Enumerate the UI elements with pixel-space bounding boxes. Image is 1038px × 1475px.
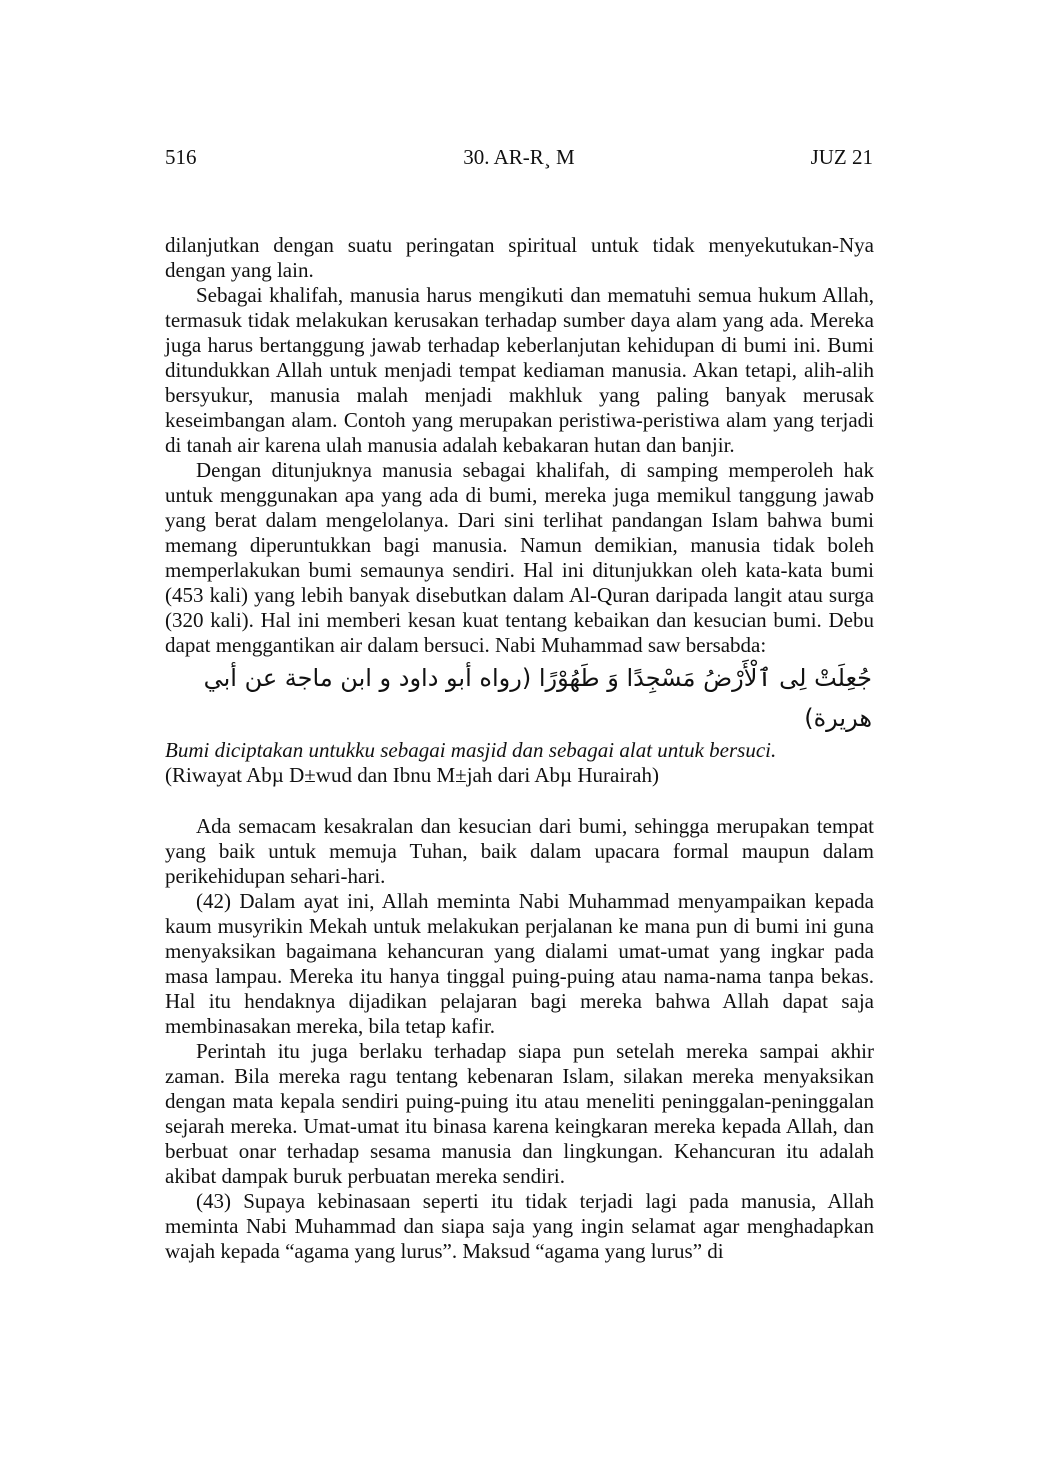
paragraph-command: Perintah itu juga berlaku terhadap siapa pun setelah mereka sampai akhir zaman. Bila mereka ragu tentang kebenaran Islam, silakan mereka menyaksikan dengan mata kepala sendiri puing-puing itu atau meneliti peninggalan-peninggalan sejarah mereka. Umat-umat itu binasa karena keingkaran mereka kepada Allah, dan berbuat onar terhadap sesama manusia dan lingkungan. Kehancuran itu adalah akibat dampak buruk perbuatan mereka sendiri. — [165, 1039, 874, 1188]
page-body — [165, 233, 874, 1264]
juz-label: JUZ 21 — [810, 145, 873, 169]
paragraph-verse-42: (42) Dalam ayat ini, Allah meminta Nabi Muhammad menyampaikan kepada kaum musyrikin Mekah untuk melakukan perjalanan ke mana pun di bumi ini guna menyaksikan bagaimana kehancuran yang dialami umat-umat yang ingkar pada masa lampau. Mereka itu hanya tinggal puing-puing atau nama-nama tanpa bekas. Hal itu hendaknya dijadikan pelajaran bagi mereka bahwa Allah dapat saja membinasakan mereka, bila tetap kafir. — [165, 889, 874, 1038]
paragraph-verse-43: (43) Supaya kebinasaan seperti itu tidak terjadi lagi pada manusia, Allah meminta Nabi Muhammad dan siapa saja yang ingin selamat agar menghadapkan wajah kepada “agama yang lurus”. Maksud “agama yang lurus” di — [165, 1189, 874, 1263]
page-header — [165, 145, 873, 175]
paragraph-continued: dilanjutkan dengan suatu peringatan spiritual untuk tidak menyekutukan-Nya dengan yang lain. — [165, 233, 874, 282]
spacer — [165, 788, 874, 814]
chapter-title: 30. AR-R¸ M — [463, 145, 575, 169]
hadith-translation: Bumi diciptakan untukku sebagai masjid dan sebagai alat untuk bersuci. — [165, 738, 777, 762]
hadith-source: (Riwayat Abµ D±wud dan Ibnu M±jah dari Abµ Hurairah) — [165, 763, 659, 787]
page-number: 516 — [165, 145, 197, 169]
paragraph-khalifah: Sebagai khalifah, manusia harus mengikuti dan mematuhi semua hukum Allah, termasuk tidak melakukan kerusakan terhadap sumber daya alam yang ada. Mereka juga harus bertanggung jawab terhadap keberlanjutan kehidupan di bumi ini. Bumi ditundukkan Allah untuk menjadi tempat kediaman manusia. Akan tetapi, alih-alih bersyukur, manusia malah menjadi makhluk yang paling banyak merusak keseimbangan alam. Contoh yang merupakan peristiwa-peristiwa alam yang terjadi di tanah air karena ulah manusia adalah kebakaran hutan dan banjir. — [165, 283, 874, 457]
paragraph-sacredness: Ada semacam kesakralan dan kesucian dari bumi, sehingga merupakan tempat yang baik untuk memuja Tuhan, baik dalam upacara formal maupun dalam perikehidupan sehari-hari. — [165, 814, 874, 888]
paragraph-responsibility: Dengan ditunjuknya manusia sebagai khalifah, di samping memperoleh hak untuk menggunakan apa yang ada di bumi, mereka juga memikul tanggung jawab yang berat dalam mengelolanya. Dari sini terlihat pandangan Islam bahwa bumi memang diperuntukkan bagi manusia. Namun demikian, manusia tidak boleh memperlakukan bumi semaunya sendiri. Hal ini ditunjukkan oleh kata-kata bumi (453 kali) yang lebih banyak disebutkan dalam Al-Quran daripada langit atau surga (320 kali). Hal ini memberi kesan kuat tentang kebaikan dan kesucian bumi. Debu dapat menggantikan air dalam bersuci. Nabi Muhammad saw bersabda: — [165, 458, 874, 657]
hadith-arabic: جُعِلَتْ لِى ٱلْأَرْضُ مَسْجِدًا وَ طَهُوْرًا (رواه أبو داود و ابن ماجة عن أبي هريرة) — [203, 664, 872, 732]
